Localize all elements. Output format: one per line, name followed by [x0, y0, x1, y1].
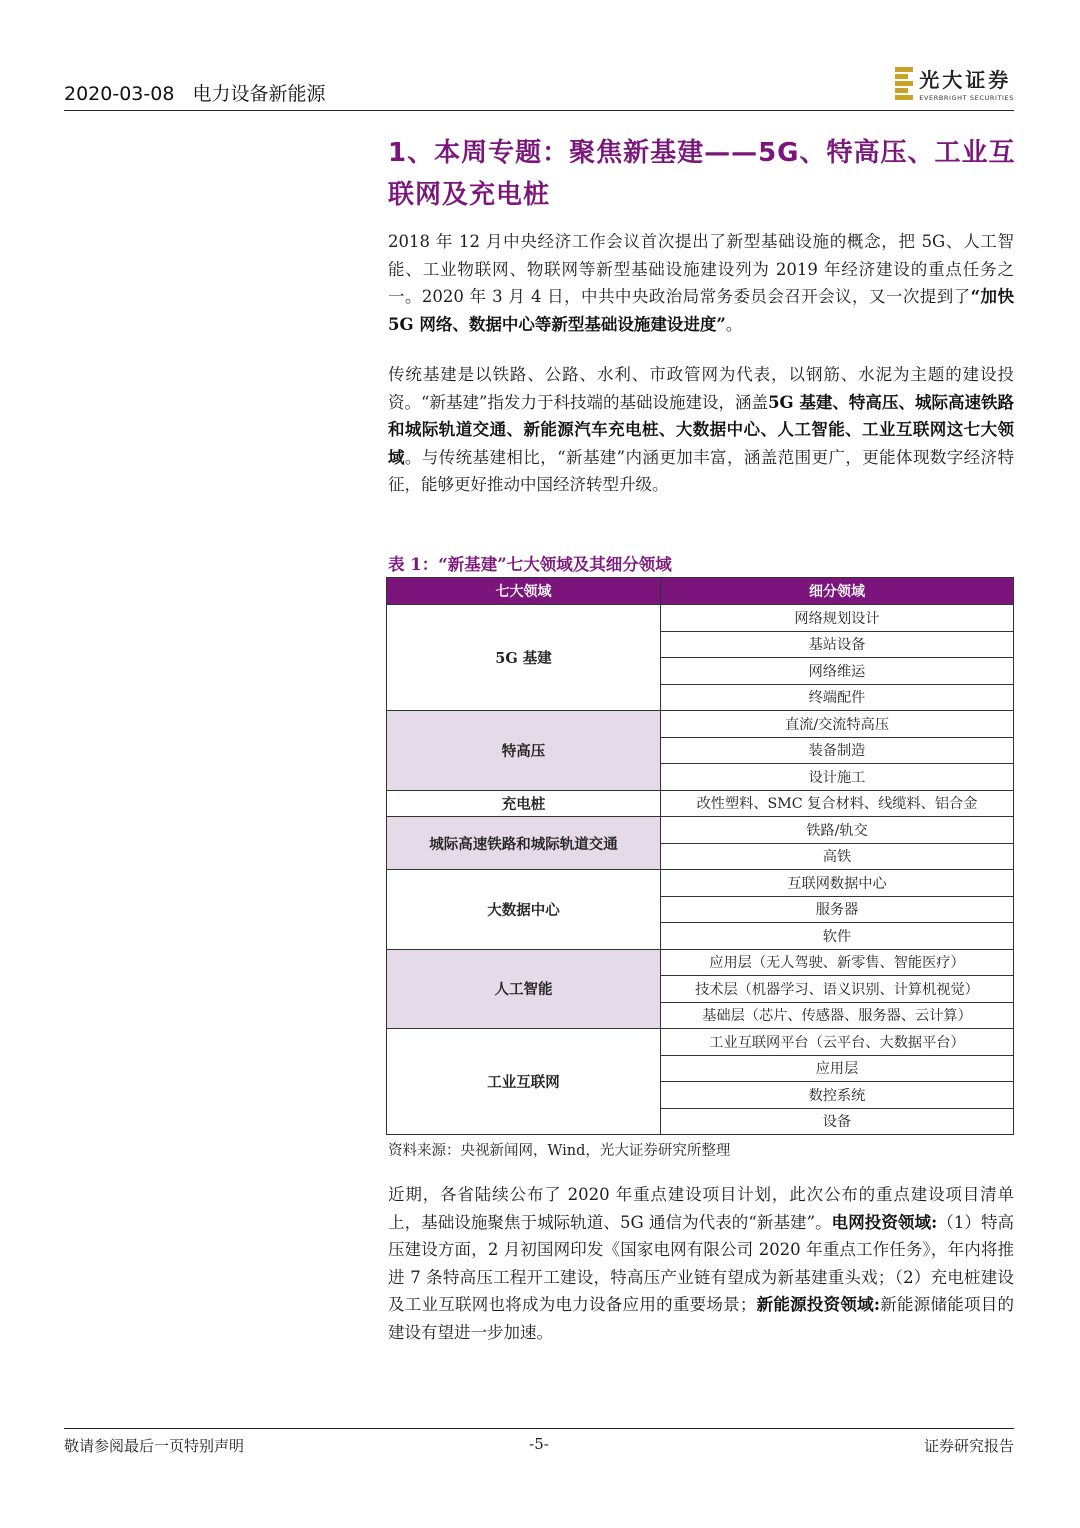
p1-text: 2018 年 12 月中央经济工作会议首次提出了新型基础设施的概念，把 5G、人工智能、工业物联网、物联网等新型基础设施建设列为 2019 年经济建设的重点任务之一。2020 年 3 月 4 日，中共中央政治局常务委员会召开会议，又一次提到了	[388, 232, 1014, 306]
footer-disclaimer: 敬请参阅最后一页特别声明	[64, 1437, 245, 1455]
p2-text: 传统基建是以铁路、公路、水利、市政管网为代表，以钢筋、水泥为主题的建设投资。“新基建”指发力于科技端的基础设施建设，涵盖	[388, 365, 1014, 412]
p1-emphasis: “加快 5G 网络、数据中心等新型基础设施建设进度”	[388, 287, 1014, 334]
paragraph-2	[388, 361, 1014, 499]
subfield-cell: 高铁	[661, 843, 1014, 870]
header-category: 七大领域	[387, 578, 661, 605]
header-subfield: 细分领域	[661, 578, 1014, 605]
category-cell: 特高压	[387, 711, 661, 791]
category-cell: 城际高速铁路和城际轨道交通	[387, 817, 661, 870]
category-cell: 人工智能	[387, 949, 661, 1029]
table-row	[387, 817, 1014, 844]
table-row	[387, 711, 1014, 738]
section-title: 1、本周专题：聚焦新基建——5G、特高压、工业互联网及充电桩	[388, 138, 1016, 210]
p2-end: 。与传统基建相比，“新基建”内涵更加丰富，涵盖范围更广，更能体现数字经济特征，能够更好推动中国经济转型升级。	[388, 447, 1015, 494]
subfield-cell: 网络规划设计	[661, 605, 1014, 632]
table-body	[387, 605, 1014, 1135]
page-header	[64, 70, 1014, 111]
brand-name: 光大证券	[919, 68, 1012, 92]
subfield-cell: 数控系统	[661, 1082, 1014, 1109]
table-caption: 表 1：“新基建”七大领域及其细分领域	[388, 555, 672, 574]
subfield-cell: 工业互联网平台（云平台、大数据平台）	[661, 1029, 1014, 1056]
subfield-cell: 改性塑料、SMC 复合材料、线缆料、铝合金	[661, 790, 1014, 817]
report-sector: 电力设备新能源	[192, 83, 326, 105]
category-cell: 大数据中心	[387, 870, 661, 950]
p3-emphasis-grid: 电网投资领域:	[831, 1212, 938, 1232]
table-source: 资料来源：央视新闻网，Wind，光大证券研究所整理	[388, 1143, 731, 1159]
subfield-cell: 装备制造	[661, 737, 1014, 764]
subfield-cell: 基站设备	[661, 631, 1014, 658]
subfield-cell: 设备	[661, 1108, 1014, 1135]
brand-logo	[895, 64, 1014, 102]
p2-emphasis: 5G 基建、特高压、城际高速铁路和城际轨道交通、新能源汽车充电桩、大数据中心、人工智能、工业互联网这七大领域	[388, 392, 1014, 467]
subfield-cell: 软件	[661, 923, 1014, 950]
subfield-cell: 网络维运	[661, 658, 1014, 685]
subfield-cell: 终端配件	[661, 684, 1014, 711]
subfield-cell: 互联网数据中心	[661, 870, 1014, 897]
footer-report-type: 证券研究报告	[923, 1437, 1014, 1455]
p3-end: 新能源储能项目的建设有望进一步加速。	[388, 1295, 1015, 1342]
table-row	[387, 1029, 1014, 1056]
subfield-cell: 服务器	[661, 896, 1014, 923]
subfield-cell: 铁路/轨交	[661, 817, 1014, 844]
table-row	[387, 949, 1014, 976]
p3-text-2: （1）特高压建设方面，2 月初国网印发《国家电网有限公司 2020 年重点工作任务》，年内将推进 7 条特高压工程开工建设，特高压产业链有望成为新基建重头戏；（2）充电桩建设及工业互联网也将成为电力设备应用的重要场景；	[388, 1212, 1015, 1314]
page-footer	[64, 1428, 1014, 1459]
p1-end: 。	[725, 314, 743, 334]
category-cell: 充电桩	[387, 790, 661, 817]
report-date: 2020-03-08	[64, 83, 175, 105]
subfield-cell: 技术层（机器学习、语义识别、计算机视觉）	[661, 976, 1014, 1003]
table-row	[387, 605, 1014, 632]
table-row	[387, 870, 1014, 897]
table-header-row	[387, 578, 1014, 605]
p3-emphasis-energy: 新能源投资领域:	[756, 1295, 880, 1314]
paragraph-3	[388, 1181, 1014, 1346]
paragraph-1	[388, 228, 1014, 338]
page-number: -5-	[529, 1435, 549, 1453]
p3-text: 近期，各省陆续公布了 2020 年重点建设项目计划，此次公布的重点建设项目清单上，基础设施聚焦于城际轨道、5G 通信为代表的“新基建”。	[388, 1185, 1014, 1232]
category-cell: 5G 基建	[387, 605, 661, 711]
subfield-cell: 应用层（无人驾驶、新零售、智能医疗）	[661, 949, 1014, 976]
domains-table	[386, 577, 1014, 1135]
table-row	[387, 790, 1014, 817]
subfield-cell: 应用层	[661, 1055, 1014, 1082]
header-info	[64, 79, 325, 106]
subfield-cell: 基础层（芯片、传感器、服务器、云计算）	[661, 1002, 1014, 1029]
subfield-cell: 设计施工	[661, 764, 1014, 791]
category-cell: 工业互联网	[387, 1029, 661, 1135]
brand-mark-icon	[895, 66, 913, 100]
subfield-cell: 直流/交流特高压	[661, 711, 1014, 738]
brand-name-en: EVERBRIGHT SECURITIES	[919, 94, 1014, 102]
